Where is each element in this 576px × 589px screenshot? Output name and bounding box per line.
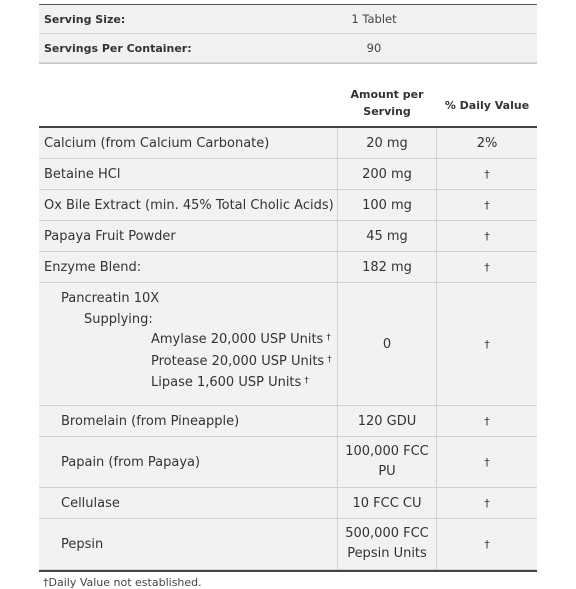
ingredient-dv: 2%	[476, 135, 498, 151]
ingredient-amount: 100 mg	[337, 190, 437, 220]
ingredient-dv: †	[484, 229, 490, 243]
table-row	[39, 190, 537, 221]
ingredient-amount	[337, 437, 437, 487]
amount-line2: PU	[378, 464, 396, 479]
footnote: †Daily Value not established.	[43, 576, 202, 589]
pancreatin-row	[39, 283, 537, 406]
ingredient-amount: 120 GDU	[337, 406, 437, 436]
serving-size-row	[39, 5, 537, 34]
amount-header-line2: Serving	[363, 105, 411, 118]
ingredient-name: Cellulase	[61, 495, 120, 511]
ingredient-name: Enzyme Blend:	[44, 259, 142, 275]
amount-line1: 500,000 FCC	[345, 526, 429, 541]
table-row	[39, 159, 537, 190]
protease-line	[61, 352, 337, 374]
amount-per-serving-header	[337, 86, 437, 126]
dagger-mark: †	[326, 333, 331, 343]
serving-info	[39, 4, 537, 63]
lipase-line	[61, 373, 337, 395]
servings-per-container-value: 90	[366, 41, 382, 55]
table-row	[39, 519, 537, 570]
table-row	[39, 437, 537, 488]
amylase-line	[61, 330, 337, 352]
protease-text: Protease 20,000 USP Units	[151, 353, 325, 369]
supplement-facts-panel	[39, 4, 537, 589]
ingredient-name: Calcium (from Calcium Carbonate)	[44, 135, 270, 151]
amount-line1: 100,000 FCC	[345, 444, 429, 459]
table-row	[39, 252, 537, 283]
servings-per-container-row	[39, 34, 537, 63]
amylase-text: Amylase 20,000 USP Units	[151, 332, 324, 347]
pancreatin-name: Pancreatin 10X	[61, 291, 160, 306]
amount-header-line1: Amount per	[350, 88, 424, 101]
ingredient-name: Bromelain (from Pineapple)	[61, 413, 240, 429]
table-row	[39, 221, 537, 252]
ingredient-name: Papaya Fruit Powder	[44, 228, 176, 244]
table-row	[39, 406, 537, 437]
pancreatin-dv: †	[484, 337, 490, 351]
dagger-mark: †	[327, 354, 332, 365]
ingredient-dv: †	[484, 537, 490, 551]
servings-per-container-label: Servings Per Container:	[44, 41, 192, 55]
table-row	[39, 488, 537, 519]
ingredient-amount: 10 FCC CU	[337, 488, 437, 518]
table-row	[39, 128, 537, 159]
ingredient-amount: 45 mg	[337, 221, 437, 251]
ingredient-name: Pepsin	[61, 536, 104, 552]
table-header	[39, 63, 537, 128]
ingredient-dv: †	[484, 455, 490, 469]
ingredient-amount: 200 mg	[337, 159, 437, 189]
pancreatin-details	[39, 283, 337, 405]
supplying-label: Supplying:	[84, 311, 153, 327]
ingredient-dv: †	[484, 167, 490, 181]
ingredient-dv: †	[484, 414, 490, 428]
ingredient-amount	[337, 519, 437, 569]
lipase-text: Lipase 1,600 USP Units	[151, 375, 302, 390]
daily-value-header: % Daily Value	[444, 99, 530, 112]
ingredient-amount: 182 mg	[337, 252, 437, 282]
ingredient-dv: †	[484, 198, 490, 212]
ingredient-name: Ox Bile Extract (min. 45% Total Cholic Acids)	[44, 197, 334, 213]
ingredient-dv: †	[484, 496, 490, 510]
serving-size-value: 1 Tablet	[351, 12, 397, 26]
ingredient-amount: 20 mg	[337, 128, 437, 158]
ingredient-dv: †	[484, 260, 490, 274]
amount-line2: Pepsin Units	[347, 546, 427, 561]
ingredient-name: Papain (from Papaya)	[61, 454, 201, 470]
dagger-mark: †	[304, 376, 309, 386]
ingredient-name: Betaine HCl	[44, 166, 121, 182]
serving-size-label: Serving Size:	[44, 12, 126, 26]
pancreatin-amount: 0	[337, 283, 437, 405]
